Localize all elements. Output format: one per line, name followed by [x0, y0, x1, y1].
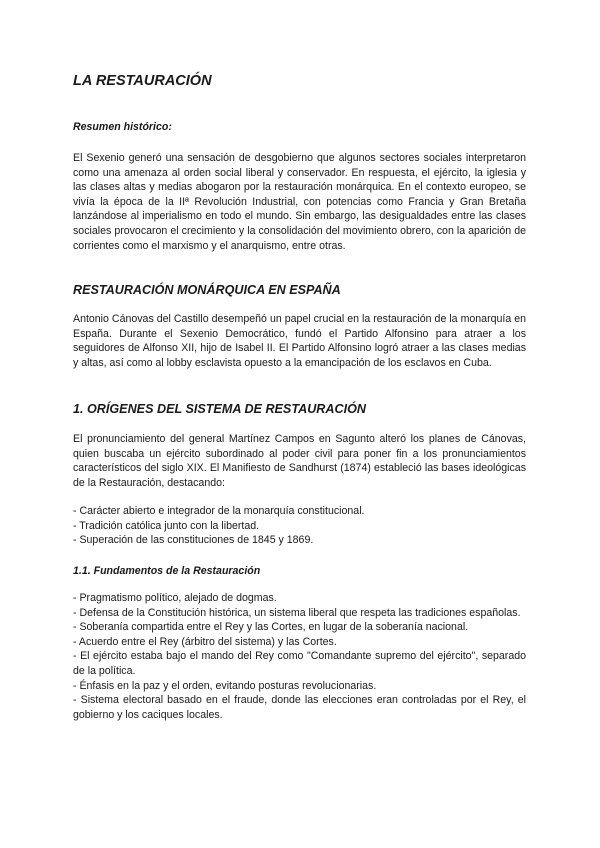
- list-item: - Carácter abierto e integrador de la monarquía constitucional.: [73, 505, 365, 517]
- list-item: - Soberanía compartida entre el Rey y las Cortes, en lugar de la soberanía nacional.: [73, 621, 469, 634]
- summary-heading: Resumen histórico:: [73, 121, 172, 133]
- summary-paragraph: El Sexenio generó una sensación de desgobierno que algunos sectores sociales interpretaron como una amenaza al orden social liberal y conservador. En respuesta, el ejército, la iglesia y las clases altas y medias abogaron por la restauración monárquica. En el contexto europeo, se vivía la época de la IIª Revolución Industrial, con potencias como Francia y Gran Bretaña lanzándose al imperialismo en todo el mundo. Sin embargo, las desigualdades entre las clases sociales provocaron el crecimiento y la consolidación del movimiento obrero, con la aparición de corrientes como el marxismo y el anarquismo, entre otras.: [73, 152, 526, 252]
- list-item: - Pragmatismo político, alejado de dogmas.: [73, 592, 277, 604]
- list-item: - Sistema electoral basado en el fraude, donde las elecciones eran controladas por el Rey, el gobierno y los caciques locales.: [73, 694, 526, 721]
- list-item: - Superación de las constituciones de 1845 y 1869.: [73, 534, 314, 547]
- section-heading-origenes: 1. ORÍGENES DEL SISTEMA DE RESTAURACIÓN: [73, 402, 366, 416]
- list-fundamentos: [73, 591, 526, 722]
- list-item: - Tradición católica junto con la libertad.: [73, 519, 260, 532]
- list-item: - El ejército estaba bajo el mando del Rey como "Comandante supremo del ejército", separado de la política.: [73, 650, 526, 677]
- page-title: LA RESTAURACIÓN: [73, 73, 212, 89]
- section-paragraph-canovas: Antonio Cánovas del Castillo desempeñó un papel crucial en la restauración de la monarquía en España. Durante el Sexenio Democrático, fundó el Partido Alfonsino para atraer a los seguidores de Alfonso XII, hijo de Isabel II. El Partido Alfonsino logró atraer a las clases medias y altas, así como al lobby esclavista opuesto a la emancipación de los esclavos en Cuba.: [73, 313, 526, 369]
- section-paragraph-origenes: El pronunciamiento del general Martínez Campos en Sagunto alteró los planes de Cánovas, quien buscaba un ejército subordinado al poder civil para poner fin a los pronunciamientos característicos del siglo XIX. El Manifiesto de Sandhurst (1874) estableció las bases ideológicas de la Restauración, destacando:: [73, 433, 526, 489]
- list-sandhurst-principles: [73, 504, 526, 548]
- subsection-heading-fundamentos: 1.1. Fundamentos de la Restauración: [73, 565, 261, 577]
- list-item: - Defensa de la Constitución histórica, un sistema liberal que respeta las tradiciones españolas.: [73, 606, 521, 619]
- section-heading-restauracion-monarquica: RESTAURACIÓN MONÁRQUICA EN ESPAÑA: [73, 283, 341, 297]
- list-item: - Énfasis en la paz y el orden, evitando posturas revolucionarias.: [73, 679, 377, 692]
- list-item: - Acuerdo entre el Rey (árbitro del sistema) y las Cortes.: [73, 635, 337, 648]
